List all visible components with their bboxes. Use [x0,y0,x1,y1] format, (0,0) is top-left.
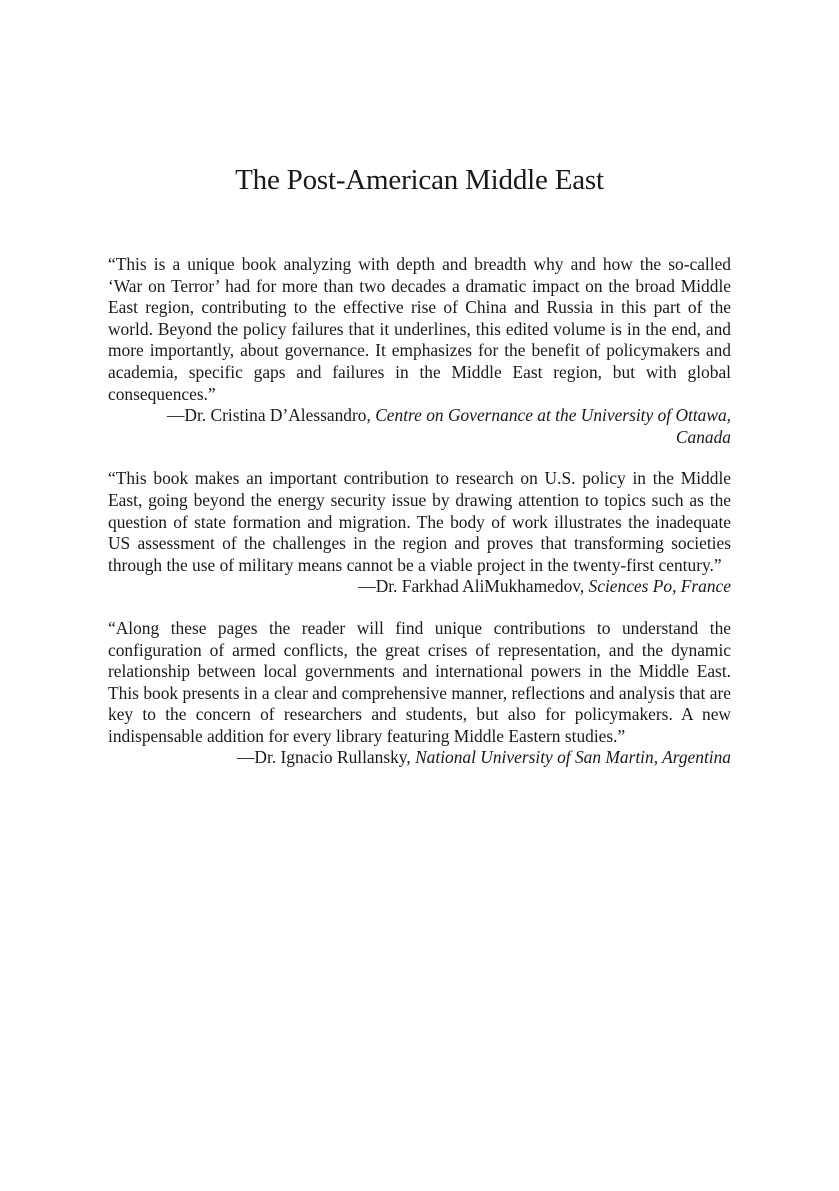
endorsement-attribution [108,405,731,448]
endorsement-author: —Dr. Farkhad AliMukhamedov, [358,576,585,597]
endorsement-quote: “Along these pages the reader will find unique contributions to understand the configuration of armed conflicts, the great crises of representation, and the dynamic relationship between local governments and international powers in the Middle East. This book presents in a clear and comprehensive manner, reflections and analysis that are key to the concern of researchers and students, but also for policymakers. A new indispensable addition for every library featuring Middle Eastern studies.” [108,617,731,746]
page-content [108,160,731,789]
endorsement-affiliation: Sciences Po, France [588,576,731,597]
endorsement-affiliation: National University of San Martin, Argentina [415,747,731,768]
endorsement-author: —Dr. Ignacio Rullansky, [237,747,411,768]
endorsement-quote: “This is a unique book analyzing with depth and breadth why and how the so-called ‘War on Terror’ had for more than two decades a dramatic impact on the broad Middle East region, contributing to the effective rise of China and Russia in this part of the world. Beyond the policy failures that it underlines, this edited volume is in the end, and more importantly, about governance. It emphasizes for the benefit of policymakers and academia, specific gaps and failures in the Middle East region, but with global consequences.” [108,254,731,404]
endorsement-attribution [108,576,731,598]
endorsement-3 [108,618,731,769]
endorsement-2 [108,468,731,598]
endorsement-attribution [108,747,731,769]
endorsement-affiliation: Centre on Governance at the University of Ottawa, Canada [375,405,731,447]
endorsement-author: —Dr. Cristina D’Alessandro, [167,405,371,426]
endorsement-1 [108,254,731,448]
page-title: The Post-American Middle East [235,164,604,196]
endorsement-quote: “This book makes an important contribution to research on U.S. policy in the Middle East, going beyond the energy security issue by drawing attention to topics such as the question of state formation and migration. The body of work illustrates the inadequate US assessment of the challenges in the region and proves that transforming societies through the use of military means cannot be a viable project in the twenty-first century.” [108,468,731,575]
